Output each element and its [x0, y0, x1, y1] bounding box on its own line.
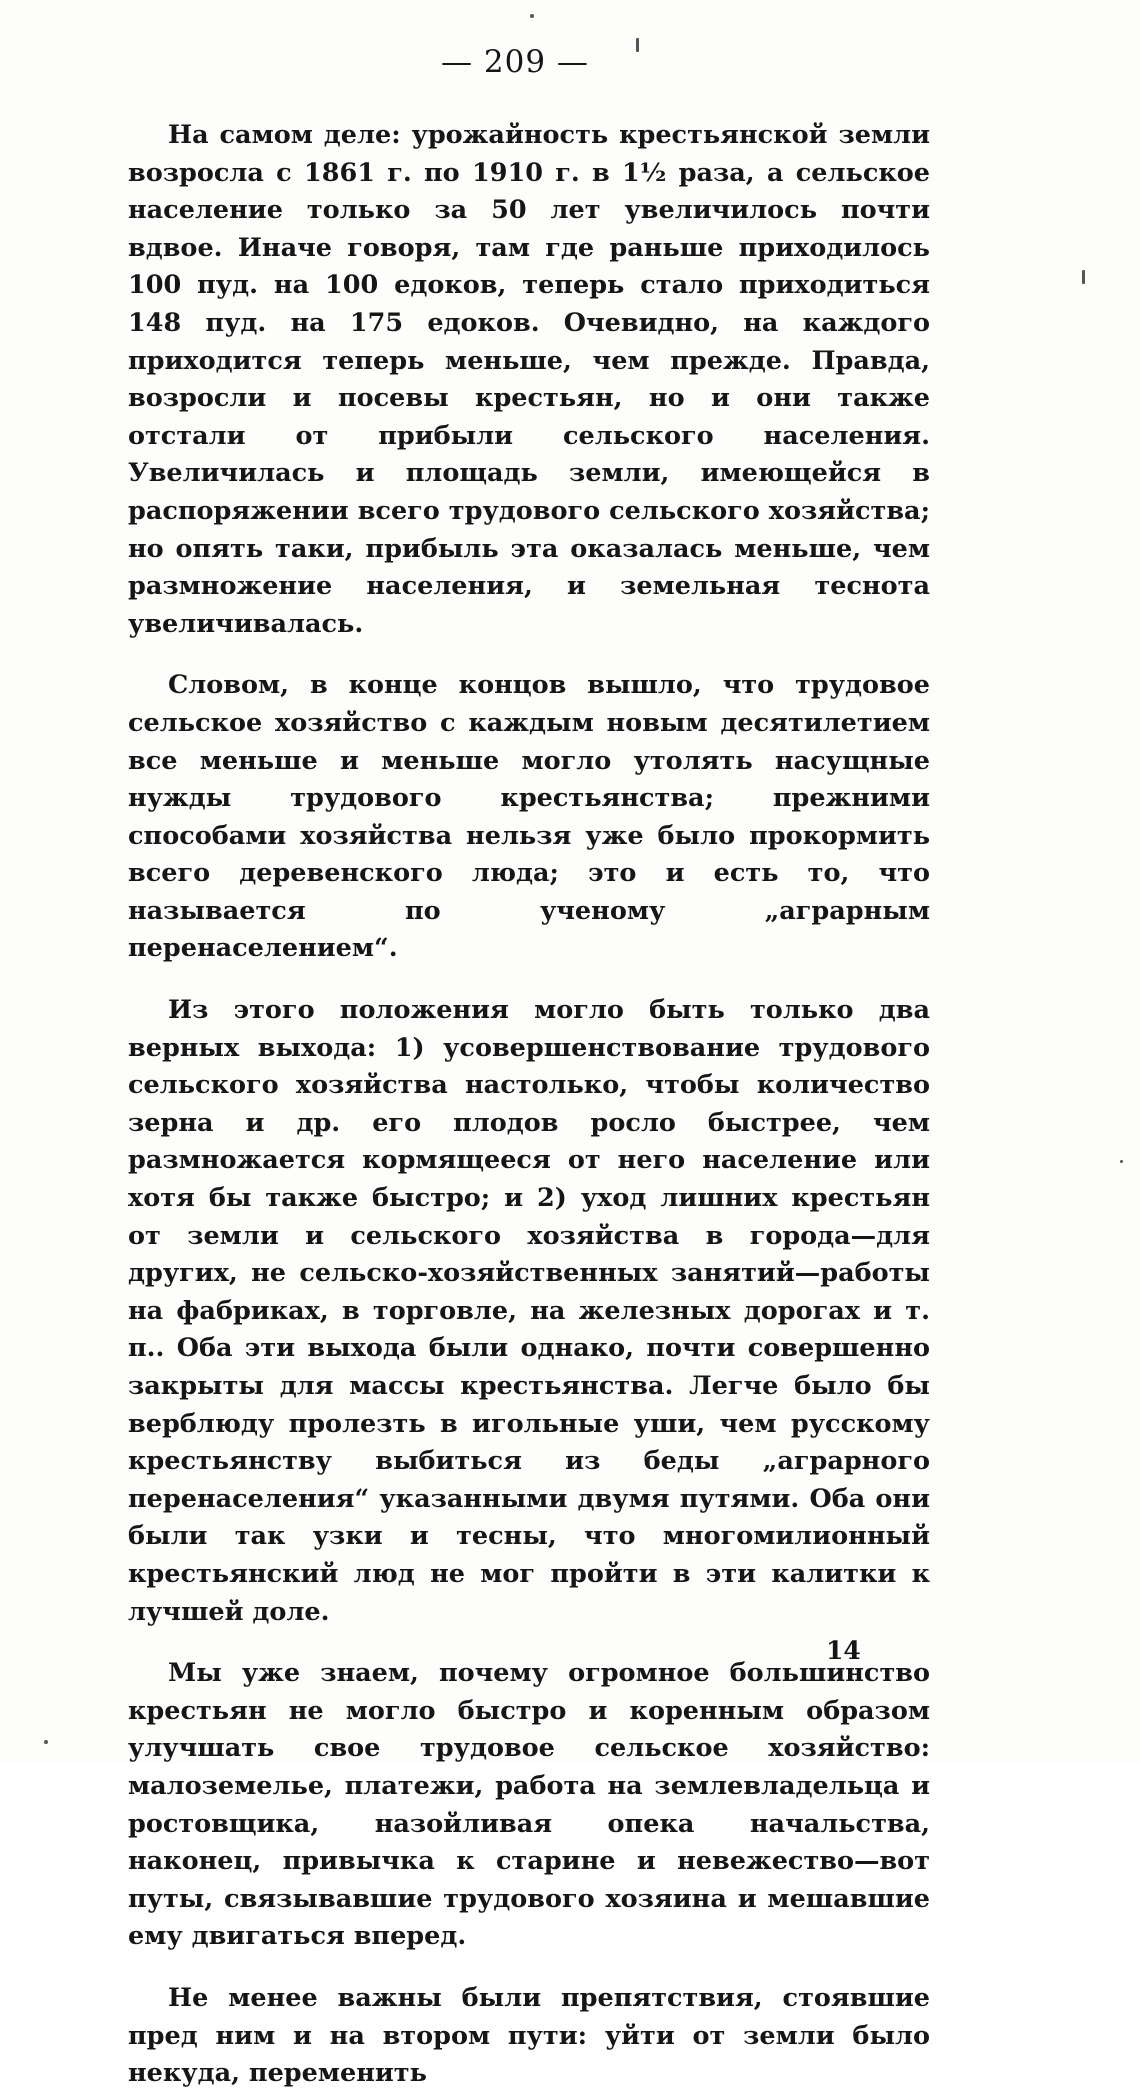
paragraph-4: Мы уже знаем, почему огромное большинство крестьян не могло быстро и коренным образом улучшать свое трудовое сельское хозяйство: малоземелье, платежи, работа на землевладельца и ростовщика, назойливая опека начальства, наконец, привычка к старине и невежество—вот путы, связывавшие трудового хозяина и мешавшие ему двигаться вперед.	[128, 1658, 930, 1952]
body-text	[128, 117, 930, 2093]
signature-mark: 14	[826, 1636, 861, 1665]
paragraph-3: Из этого положения могло быть только два верных выхода: 1) усовершенствование трудового сельского хозяйства настолько, чтобы количество зерна и др. его плодов росло быстрее, чем размножается кормящееся от него население или хотя бы также быстро; и 2) уход лишних крестьян от земли и сельского хозяйства в города—для других, не сельско-хозяйственных занятий—работы на фабриках, в торговле, на железных дорогах и т. п.. Оба эти выхода были однако, почти совершенно закрыты для массы крестьянства. Легче было бы верблюду пролезть в игольные уши, чем русскому крестьянству выбиться из беды „аграрного перенаселения“ указанными двумя путями. Оба они были так узки и тесны, что многомилионный крестьянский люд не мог пройти в эти калитки к лучшей доле.	[128, 995, 930, 1627]
scan-speck	[44, 1740, 48, 1744]
scan-speck	[1120, 1160, 1123, 1163]
paragraph-5: Не менее важны были препятствия, стоявшие пред ним и на втором пути: уйти от земли было некуда, переменить	[128, 1982, 930, 2089]
paragraph-2: Словом, в конце концов вышло, что трудовое сельское хозяйство с каждым новым десятилетием все меньше и меньше могло утолять насущные нужды трудового крестьянства; прежними способами хозяйства нельзя уже было прокормить всего деревенского люда; это и есть то, что называется по ученому „аграрным перенаселением“.	[128, 670, 930, 964]
page-number: — 209 —	[441, 44, 589, 80]
scan-speck	[636, 38, 639, 52]
scan-speck	[1082, 270, 1085, 284]
paragraph-1: На самом деле: урожайность крестьянской земли возросла с 1861 г. по 1910 г. в 1½ раза, а сельское население только за 50 лет увеличилось почти вдвое. Иначе говоря, там где раньше приходилось 100 пуд. на 100 едоков, теперь стало приходиться 148 пуд. на 175 едоков. Очевидно, на каждого приходится теперь меньше, чем прежде. Правда, возросли и посевы крестьян, но и они также отстали от прибыли сельского населения. Увеличилась и площадь земли, имеющейся в распоряжении всего трудового сельского хозяйства; но опять таки, прибыль эта оказалась меньше, чем размножение населения, и земельная теснота увеличивалась.	[128, 120, 930, 639]
scan-speck	[530, 14, 534, 18]
